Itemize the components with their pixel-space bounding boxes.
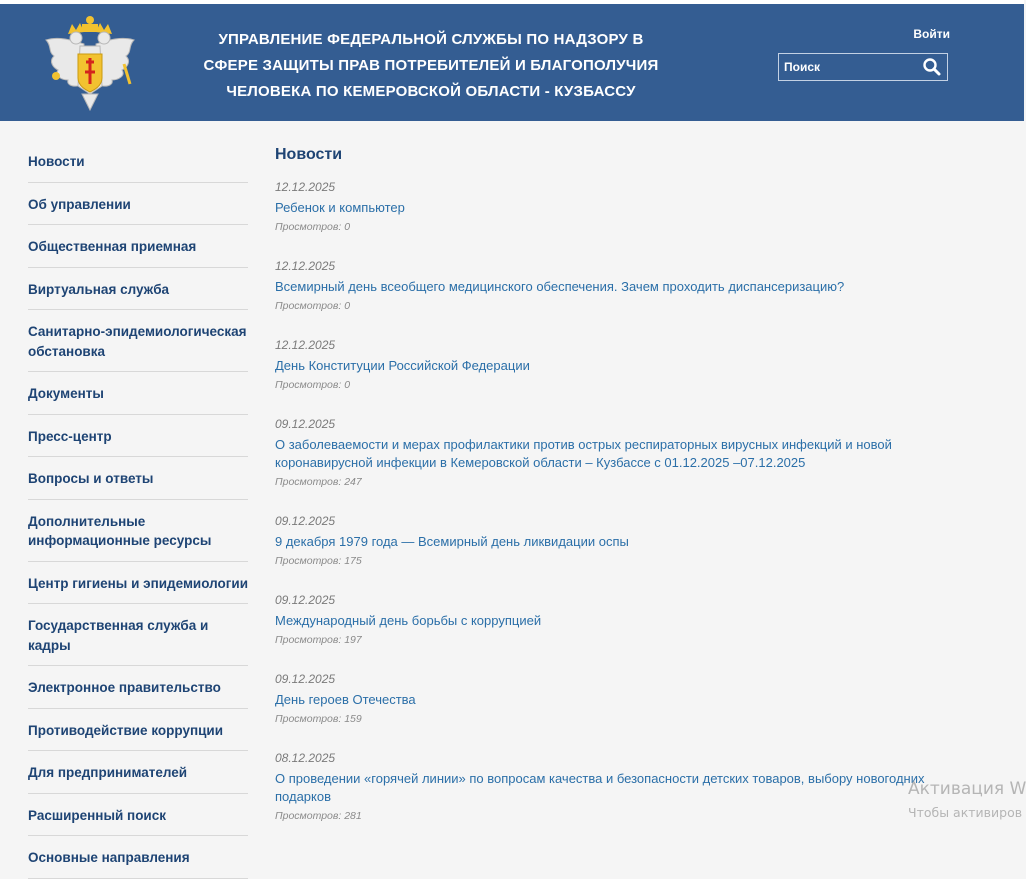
sidebar-item-sanitary-situation[interactable]: Санитарно-эпидемиологическая обстановка [28,310,248,372]
news-views: Просмотров: 175 [275,555,362,567]
news-title-link[interactable]: День Конституции Российской Федерации [275,358,530,373]
news-item [275,258,965,313]
news-views: Просмотров: 197 [275,634,362,646]
sidebar-item-virtual-service[interactable]: Виртуальная служба [28,268,248,311]
news-date: 09.12.2025 [275,593,336,607]
news-views: Просмотров: 159 [275,713,362,725]
news-item [275,416,965,489]
news-date: 12.12.2025 [275,338,336,352]
news-section [275,146,965,847]
news-item [275,671,965,726]
news-views: Просмотров: 247 [275,476,362,488]
news-views: Просмотров: 0 [275,221,351,233]
news-title-link[interactable]: День героев Отечества [275,692,416,707]
news-date: 12.12.2025 [275,259,336,273]
news-date: 09.12.2025 [275,417,336,431]
news-item [275,337,965,392]
search-box [778,53,948,81]
sidebar-item-main-directions[interactable]: Основные направления [28,836,248,879]
sidebar-nav [28,143,248,879]
sidebar-item-public-reception[interactable]: Общественная приемная [28,225,248,268]
news-date: 12.12.2025 [275,180,336,194]
search-icon[interactable] [921,57,943,77]
search-input[interactable] [779,54,915,80]
login-link[interactable]: Войти [913,27,950,41]
news-title-link[interactable]: Международный день борьбы с коррупцией [275,613,542,628]
news-date: 09.12.2025 [275,514,336,528]
watermark-line: Активация W [908,779,1026,799]
organization-title [200,27,662,105]
news-title-link[interactable]: Всемирный день всеобщего медицинского обеспечения. Зачем проходить диспансеризацию? [275,279,845,294]
title-line: СФЕРЕ ЗАЩИТЫ ПРАВ ПОТРЕБИТЕЛЕЙ И БЛАГОПОЛУЧИЯ [203,57,659,74]
news-item [275,750,965,823]
news-date: 09.12.2025 [275,672,336,686]
title-line: УПРАВЛЕНИЕ ФЕДЕРАЛЬНОЙ СЛУЖБЫ ПО НАДЗОРУ В [218,31,644,48]
news-title-link[interactable]: Ребенок и компьютер [275,200,405,215]
sidebar-item-civil-service[interactable]: Государственная служба и кадры [28,604,248,666]
sidebar-item-additional-resources[interactable]: Дополнительные информационные ресурсы [28,500,248,562]
news-item [275,592,965,647]
watermark-line: Чтобы активиров [908,805,1023,820]
sidebar-item-documents[interactable]: Документы [28,372,248,415]
sidebar-item-press-center[interactable]: Пресс-центр [28,415,248,458]
sidebar-item-faq[interactable]: Вопросы и ответы [28,457,248,500]
news-views: Просмотров: 0 [275,379,351,391]
page-title: Новости [275,146,343,163]
news-title-link[interactable]: О проведении «горячей линии» по вопросам качества и безопасности детских товаров, выбору новогодних подарков [275,771,925,804]
site-header [0,4,1024,121]
sidebar-item-e-government[interactable]: Электронное правительство [28,666,248,709]
title-line: ЧЕЛОВЕКА ПО КЕМЕРОВСКОЙ ОБЛАСТИ - КУЗБАССУ [226,83,636,100]
news-item [275,179,965,234]
news-date: 08.12.2025 [275,751,336,765]
news-views: Просмотров: 0 [275,300,351,312]
emblem-icon[interactable] [42,14,138,114]
sidebar-item-hygiene-center[interactable]: Центр гигиены и эпидемиологии [28,562,248,605]
sidebar-item-news[interactable]: Новости [28,143,248,183]
news-views: Просмотров: 281 [275,810,362,822]
news-title-link[interactable]: 9 декабря 1979 года — Всемирный день ликвидации оспы [275,534,629,549]
sidebar-item-advanced-search[interactable]: Расширенный поиск [28,794,248,837]
sidebar-item-about[interactable]: Об управлении [28,183,248,226]
news-item [275,513,965,568]
news-title-link[interactable]: О заболеваемости и мерах профилактики против острых респираторных вирусных инфекций и новой коронавирусной инфекции в Кемеровской области – Кузбассе с 01.12.2025 –07.12.2025 [275,437,892,470]
sidebar-item-anti-corruption[interactable]: Противодействие коррупции [28,709,248,752]
sidebar-item-entrepreneurs[interactable]: Для предпринимателей [28,751,248,794]
